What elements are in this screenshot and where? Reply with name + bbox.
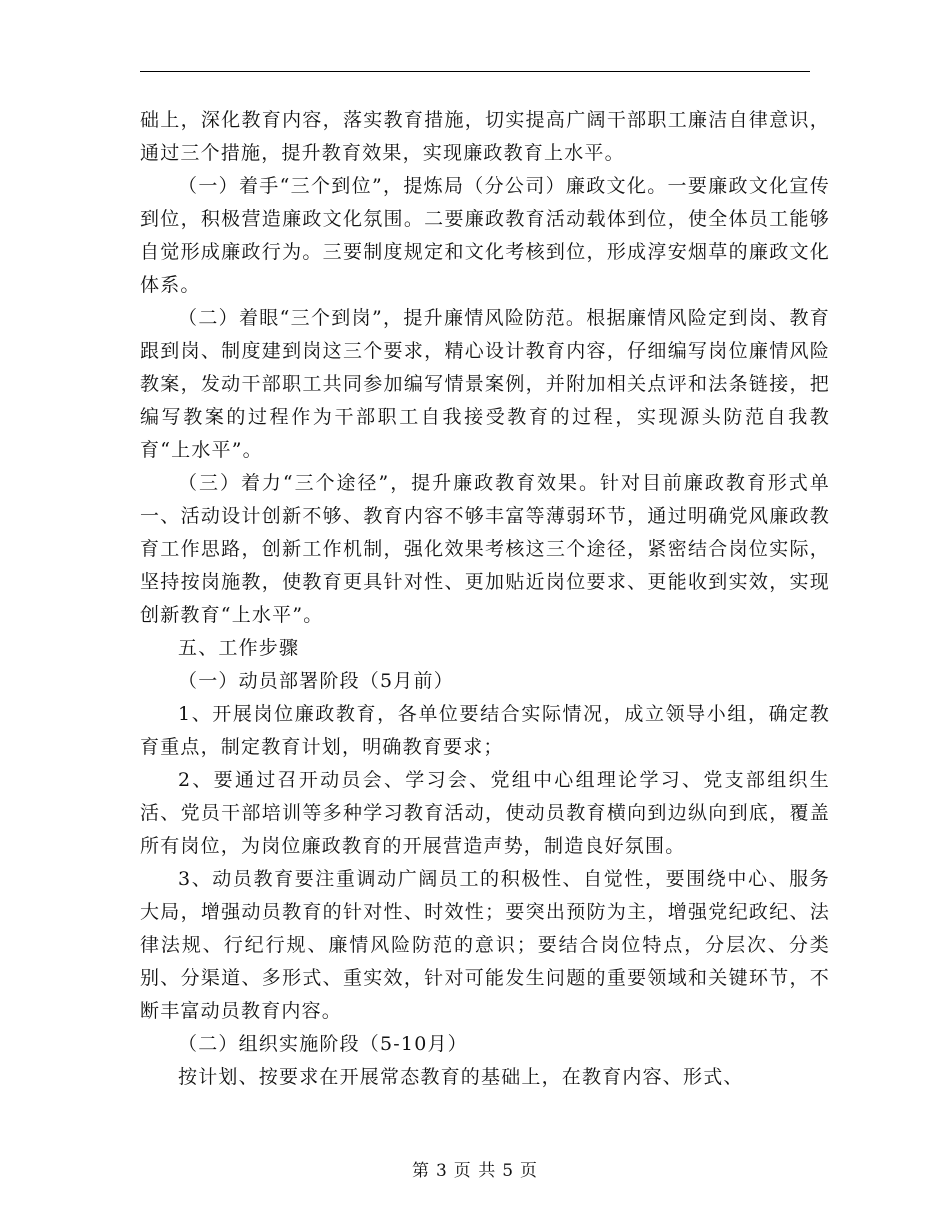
header-rule [140, 71, 810, 72]
page-middle: 页 共 [453, 1161, 497, 1181]
subheading-mobilization: （一）动员部署阶段（5月前） [178, 670, 454, 692]
paragraph-item-3: 3、动员教育要注重调动广阔员工的积极性、自觉性，要围绕中心、服务大局，增强动员教育的针对性、时效性；要突出预防为主，增强党纪政纪、法律法规、行纪行规、廉情风险防范的意识；要结合岗位特点，分层次、分类别、分渠道、多形式、重实效，针对可能发生问题的重要领域和关键环节，不断丰富动员教育内容。 [140, 868, 830, 1022]
total-pages-number: 5 [502, 1161, 515, 1181]
page-footer [0, 1156, 950, 1181]
paragraph-item-1: 1、开展岗位廉政教育，各单位要结合实际情况，成立领导小组，确定教育重点，制定教育计划，明确教育要求； [140, 703, 830, 758]
page-prefix: 第 [411, 1161, 430, 1181]
document-body [140, 104, 830, 1094]
section-heading-work-steps: 五、工作步骤 [178, 637, 300, 659]
page-suffix: 页 [520, 1161, 539, 1181]
current-page-number: 3 [435, 1161, 448, 1181]
paragraph-last: 按计划、按要求在开展常态教育的基础上，在教育内容、形式、 [178, 1066, 744, 1088]
paragraph-item-2: 2、要通过召开动员会、学习会、党组中心组理论学习、党支部组织生活、党员干部培训等多种学习教育活动，使动员教育横向到边纵向到底，覆盖所有岗位，为岗位廉政教育的开展营造声势，制造良好氛围。 [140, 769, 830, 857]
paragraph-3: （二）着眼“三个到岗”，提升廉情风险防范。根据廉情风险定到岗、教育跟到岗、制度建到岗这三个要求，精心设计教育内容，仔细编写岗位廉情风险教案，发动干部职工共同参加编写情景案例，并附加相关点评和法条链接，把编写教案的过程作为干部职工自我接受教育的过程，实现源头防范自我教育“上水平”。 [140, 307, 830, 461]
paragraph-2: （一）着手“三个到位”，提炼局（分公司）廉政文化。一要廉政文化宣传到位，积极营造廉政文化氛围。二要廉政教育活动载体到位，使全体员工能够自觉形成廉政行为。三要制度规定和文化考核到位，形成淳安烟草的廉政文化体系。 [140, 175, 830, 296]
paragraph-4: （三）着力“三个途径”，提升廉政教育效果。针对目前廉政教育形式单一、活动设计创新不够、教育内容不够丰富等薄弱环节，通过明确党风廉政教育工作思路，创新工作机制，强化效果考核这三个途径，紧密结合岗位实际，坚持按岗施教，使教育更具针对性、更加贴近岗位要求、更能收到实效，实现创新教育“上水平”。 [140, 472, 830, 626]
paragraph-1: 础上，深化教育内容，落实教育措施，切实提高广阔干部职工廉洁自律意识，通过三个措施，提升教育效果，实现廉政教育上水平。 [140, 109, 830, 164]
subheading-implementation: （二）组织实施阶段（5-10月） [178, 1033, 468, 1055]
